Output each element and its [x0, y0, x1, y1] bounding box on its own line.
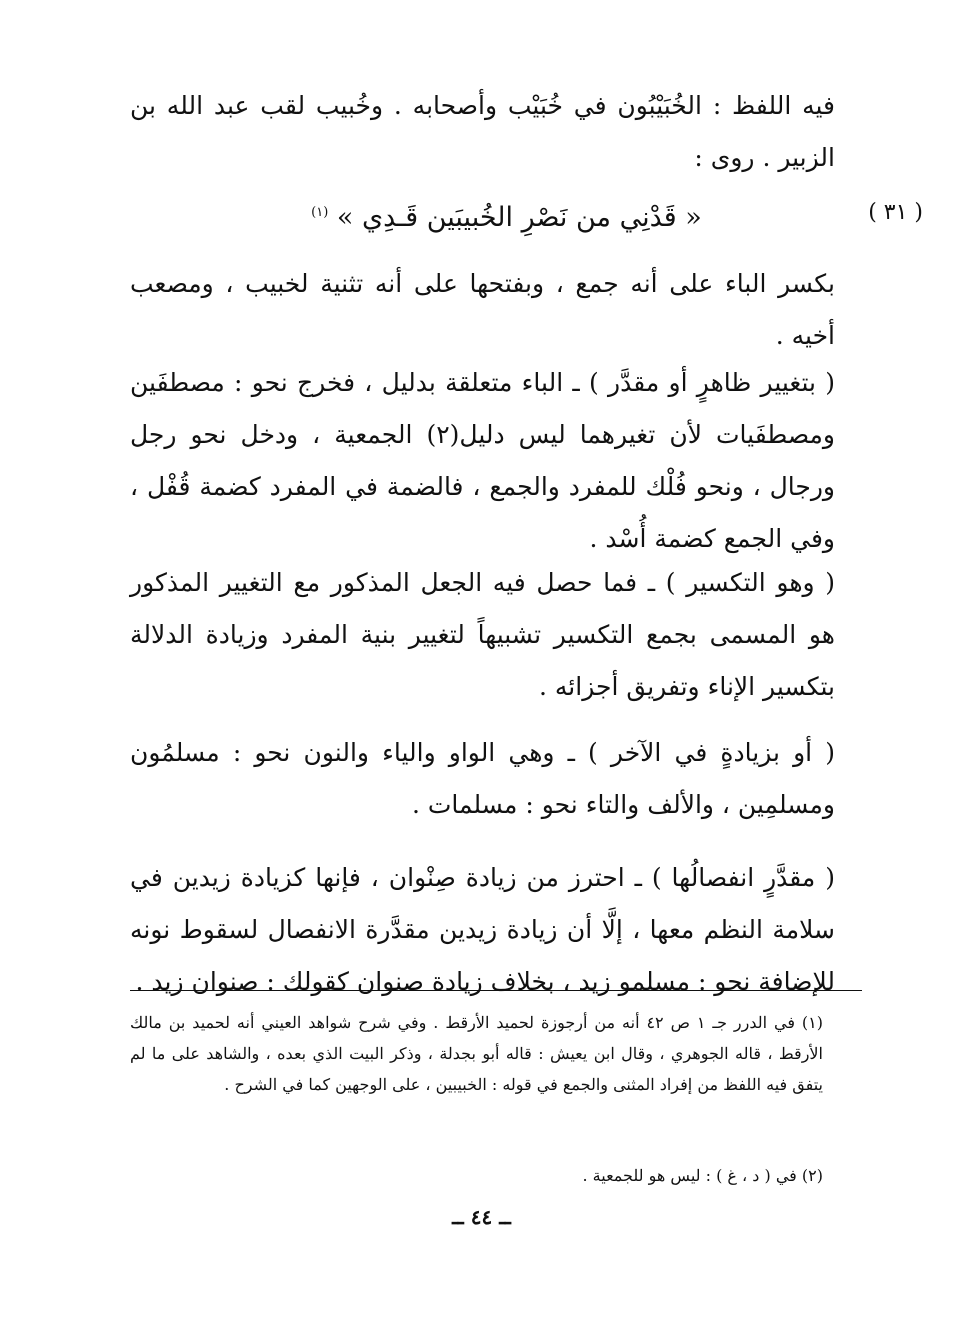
paragraph-1: فيه اللفظ : الخُبَيْبُون في خُبَيْب وأصحابه . وخُبيب لقب عبد الله بن الزبير . روى :: [130, 91, 835, 172]
verse-line: [290, 188, 723, 243]
footnote-divider: [130, 990, 862, 991]
verse-footnote-ref: (١): [311, 205, 329, 220]
verse-text: « قَدْنِي من نَصْرِ الخُبيبَين قَـدِي »: [336, 202, 702, 233]
verse-number: ( ٣١ ): [868, 200, 923, 225]
footnote-1: (١) في الدرر جـ ١ ص ٤٢ أنه من أرجوزة لحميد الأرقط . وفي شرح شواهد العيني أنه لحميد بن مالك الأرقط ، قاله الجوهري ، وقال ابن يعيش : قاله أبو بجدلة ، وذكر البيت الذي بعده ، والشاهد على ما لم يتفق فيه اللفظ من إفراد المثنى والجمع في قوله : الخبيبين ، على الوجهين كما في الشرح .: [130, 1013, 823, 1094]
paragraph-2: بكسر الباء على أنه جمع ، وبفتحها على أنه تثنية لخبيب ، ومصعب أخيه .: [130, 269, 835, 350]
paragraph-5: ( أو بزيادةٍ في الآخر ) ـ وهي الواو والياء والنون نحو : مسلمُون ومسلمِين ، والألف والتاء نحو : مسلمات .: [130, 738, 835, 819]
paragraph-3: ( بتغيير ظاهرٍ أو مقدَّر ) ـ الباء متعلقة بدليل ، فخرج نحو : مصطفَين ومصطفَيات لأن تغيرهما ليس دليل(٢) الجمعية ، ودخل نحو رجل ورجال ، ونحو فُلْك للمفرد والجمع ، فالضمة في المفرد كضمة قُفْل ، وفي الجمع كضمة أُسْد .: [130, 368, 835, 553]
footnote-2: (٢) في ( د ، غ ) : ليس هو للجمعية .: [582, 1166, 823, 1185]
paragraph-6: ( مقدَّرٍ انفصالُها ) ـ احترز من زيادة صِنْوان ، فإنها كزيادة زيدين في سلامة النظم معها ، إلَّا أن زيادة زيدين مقدَّرة الانفصال لسقوط نونه للإضافة نحو : مسلمو زيد ، بخلاف زيادة صنوان كقولك : صنوان زيد .: [130, 863, 835, 996]
paragraph-4: ( وهو التكسير ) ـ فما حصل فيه الجعل المذكور مع التغيير المذكور هو المسمى بجمع التكسير تشبيهاً لتغيير بنية المفرد وزيادة الدلالة بتكسير الإناء وتفريق أجزائه .: [130, 568, 835, 701]
page-number: ــ ٤٤ ــ: [452, 1205, 511, 1229]
